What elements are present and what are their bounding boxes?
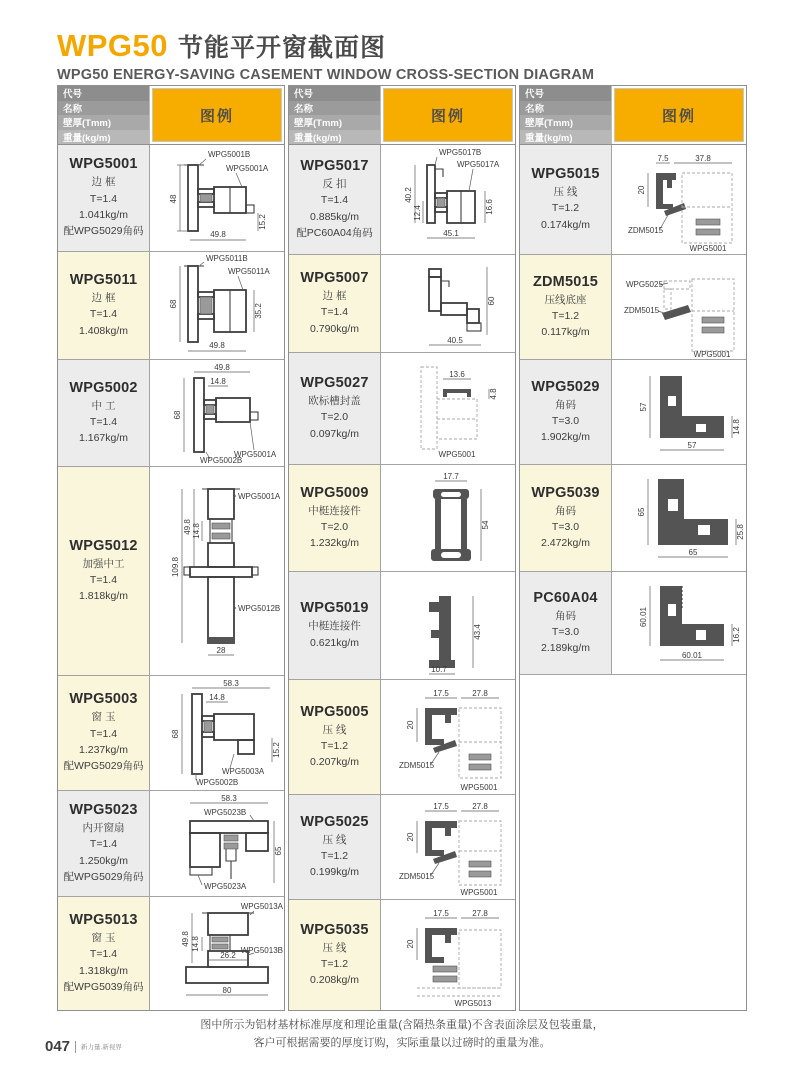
svg-text:26.2: 26.2 [220,951,236,960]
svg-text:40.2: 40.2 [404,187,413,203]
svg-text:49.8: 49.8 [183,519,192,535]
product-name: 压线底座 [544,293,587,306]
row-wpg5011 [58,252,284,360]
product-weight: 0.199kg/m [309,866,360,879]
svg-text:16.6: 16.6 [485,199,494,215]
cross-section-drawing [150,145,284,251]
diagram-wpg5029 [612,360,746,464]
product-name: 压 线 [322,833,347,846]
diagram-wpg5015 [612,145,746,254]
product-note: 配WPG5029角码 [63,870,144,883]
svg-text:WPG5001A: WPG5001A [238,492,281,501]
header-code-label: 代号 [58,86,149,101]
header-thickness-label: 壁厚(Tmm) [520,115,611,130]
svg-text:57: 57 [687,441,697,450]
product-name: 角码 [555,398,576,411]
info-zdm5015 [520,255,612,359]
product-weight: 1.232kg/m [309,537,360,550]
product-code: WPG5003 [69,691,138,708]
product-note: 配PC60A04角码 [296,226,373,239]
column-1 [57,85,285,1011]
cross-section-drawing [612,255,746,359]
svg-text:57: 57 [639,402,648,412]
svg-text:WPG5017A: WPG5017A [457,160,500,169]
row-wpg5015 [520,145,746,255]
svg-text:WPG5001B: WPG5001B [208,150,251,159]
svg-text:17.5: 17.5 [433,909,449,918]
product-name: 压 线 [322,941,347,954]
svg-text:WPG5013B: WPG5013B [240,946,283,955]
series-code: WPG50 [57,28,169,63]
diagram-wpg5013 [150,897,284,1010]
svg-text:45.1: 45.1 [443,229,459,238]
header-name-label: 名称 [289,101,380,116]
page-number: 047 [45,1038,71,1055]
svg-text:14.8: 14.8 [209,693,225,702]
diagram-wpg5009 [381,465,515,571]
row-wpg5001 [58,145,284,252]
product-name: 中梃连接件 [308,504,361,517]
diagram-wpg5003 [150,676,284,790]
svg-text:14.8: 14.8 [191,936,200,952]
svg-text:20: 20 [406,720,415,730]
svg-text:14.8: 14.8 [732,419,741,435]
product-thickness: T=1.2 [320,739,349,752]
column-3-header [520,86,746,145]
footnote-line-1: 图中所示为铝材基材标准厚度和理论重量(含隔热条重量)不含表面涂层及包装重量， [200,1019,604,1031]
info-wpg5009 [289,465,381,571]
product-name: 内开窗扇 [82,821,125,834]
product-weight: 1.408kg/m [78,324,129,337]
svg-text:17.7: 17.7 [443,472,459,481]
cross-section-drawing [150,791,284,896]
cross-section-drawing [150,897,284,1009]
svg-text:10.7: 10.7 [431,665,447,674]
row-wpg5039 [520,465,746,572]
legend-label: 图例 [614,88,744,142]
svg-text:54: 54 [481,520,490,530]
header-thickness-label: 壁厚(Tmm) [58,115,149,130]
footnote [57,1016,747,1052]
header-code-label: 代号 [520,86,611,101]
row-zdm5015 [520,255,746,360]
svg-text:27.8: 27.8 [472,909,488,918]
info-wpg5039 [520,465,612,571]
legend-label: 图例 [383,88,513,142]
page-title: 节能平开窗截面图 [178,34,387,62]
cross-section-drawing [612,572,746,674]
header-weight-label: 重量(kg/m) [58,130,149,145]
product-code: WPG5005 [300,703,369,720]
product-weight: 1.318kg/m [78,964,129,977]
svg-text:37.8: 37.8 [695,154,711,163]
product-thickness: T=1.2 [320,957,349,970]
svg-text:14.8: 14.8 [192,523,201,539]
row-wpg5009 [289,465,515,572]
svg-text:4.8: 4.8 [489,388,498,400]
svg-text:43.4: 43.4 [473,624,482,640]
product-thickness: T=1.4 [89,838,118,851]
svg-text:17.5: 17.5 [433,802,449,811]
row-wpg5017 [289,145,515,255]
cross-section-drawing [612,145,746,254]
diagram-wpg5007 [381,255,515,352]
row-wpg5013 [58,897,284,1010]
product-thickness: T=1.4 [89,415,118,428]
product-weight: 1.041kg/m [78,209,129,221]
product-thickness: T=1.2 [320,849,349,862]
info-wpg5007 [289,255,381,352]
svg-text:68: 68 [173,410,182,420]
diagram-zdm5015 [612,255,746,359]
product-thickness: T=1.4 [89,948,118,961]
product-name: 窗 玉 [91,931,116,944]
diagram-wpg5023 [150,791,284,896]
product-weight: 2.472kg/m [540,537,591,550]
product-thickness: T=2.0 [320,411,349,424]
svg-text:28: 28 [216,646,226,655]
svg-text:14.8: 14.8 [210,377,226,386]
product-name: 中梃连接件 [308,620,361,633]
product-code: WPG5017 [300,157,369,174]
svg-text:WPG5002B: WPG5002B [200,456,243,465]
product-code: WPG5023 [69,801,138,818]
svg-text:58.3: 58.3 [221,794,237,803]
product-code: WPG5011 [69,272,138,289]
product-thickness: T=1.4 [89,727,118,740]
header-thickness-label: 壁厚(Tmm) [289,115,380,130]
product-code: WPG5035 [300,921,369,938]
row-wpg5023 [58,791,284,897]
info-wpg5019 [289,572,381,679]
header-name-label: 名称 [520,101,611,116]
svg-text:17.5: 17.5 [433,689,449,698]
cross-section-drawing [381,572,515,679]
svg-text:16.2: 16.2 [732,627,741,643]
header-legend [150,86,284,144]
svg-text:WPG5001: WPG5001 [689,244,727,253]
cross-section-drawing [381,255,515,352]
info-wpg5005 [289,680,381,794]
page-subtitle: WPG50 ENERGY-SAVING CASEMENT WINDOW CROSS-SECTION DIAGRAM [57,67,595,83]
svg-text:ZDM5015: ZDM5015 [399,872,435,881]
product-code: WPG5012 [69,537,138,554]
column-2 [288,85,516,1011]
product-code: WPG5019 [300,600,369,617]
product-name: 角码 [555,504,576,517]
diagram-wpg5011 [150,252,284,359]
svg-text:68: 68 [171,729,180,739]
svg-text:20: 20 [406,939,415,949]
product-weight: 0.885kg/m [309,210,360,223]
svg-text:49.8: 49.8 [210,230,226,239]
product-name: 压 线 [553,186,578,199]
product-thickness: T=3.0 [551,625,580,638]
svg-text:65: 65 [274,846,283,856]
product-thickness: T=1.2 [551,202,580,215]
svg-text:WPG5013A: WPG5013A [240,902,283,911]
row-wpg5027 [289,353,515,465]
info-wpg5017 [289,145,381,254]
product-thickness: T=1.4 [89,308,118,321]
product-note: 配WPG5039角码 [63,980,144,993]
row-wpg5005 [289,680,515,795]
product-weight: 2.189kg/m [540,642,591,655]
svg-text:WPG5011B: WPG5011B [206,254,248,263]
product-code: WPG5009 [300,484,369,501]
cross-section-drawing [150,360,284,466]
svg-text:WPG5023A: WPG5023A [204,882,247,891]
legend-label: 图例 [152,88,282,142]
cross-section-drawing [150,676,284,790]
diagram-wpg5012 [150,467,284,675]
info-wpg5003 [58,676,150,790]
svg-text:65: 65 [688,548,698,557]
product-weight: 1.237kg/m [78,744,129,756]
info-wpg5001 [58,145,150,251]
svg-text:WPG5001: WPG5001 [693,350,731,359]
svg-text:15.2: 15.2 [272,742,281,758]
row-wpg5019 [289,572,515,680]
page-header [57,28,757,83]
product-code: WPG5002 [69,379,138,396]
svg-text:60.01: 60.01 [639,606,648,628]
product-name: 边 框 [91,176,116,189]
svg-text:40.5: 40.5 [447,336,463,345]
product-name: 边 框 [91,292,116,305]
info-pc60a04 [520,572,612,674]
svg-text:WPG5025: WPG5025 [626,280,663,289]
svg-text:109.8: 109.8 [171,556,180,578]
product-weight: 0.097kg/m [309,427,360,440]
row-wpg5025 [289,795,515,900]
svg-text:WPG5001: WPG5001 [438,450,476,459]
cross-section-drawing [150,467,284,675]
svg-text:WPG5013: WPG5013 [454,999,492,1008]
product-thickness: T=1.2 [551,309,580,322]
svg-text:ZDM5015: ZDM5015 [399,761,435,770]
product-code: WPG5025 [300,813,369,830]
cross-section-drawing [150,252,284,359]
info-wpg5013 [58,897,150,1010]
info-wpg5035 [289,900,381,1010]
row-wpg5012 [58,467,284,676]
product-weight: 1.902kg/m [540,431,591,444]
info-wpg5012 [58,467,150,675]
profile-table [57,85,747,1011]
svg-text:13.6: 13.6 [449,370,465,379]
product-code: WPG5029 [531,378,600,395]
diagram-wpg5019 [381,572,515,679]
svg-text:49.8: 49.8 [209,341,225,350]
svg-text:68: 68 [169,299,178,309]
svg-text:WPG5023B: WPG5023B [204,808,247,817]
cross-section-drawing [381,680,515,794]
product-code: ZDM5015 [532,273,599,290]
product-weight: 0.790kg/m [309,322,360,335]
diagram-wpg5001 [150,145,284,251]
cross-section-drawing [612,360,746,464]
svg-text:WPG5002B: WPG5002B [196,778,239,787]
row-wpg5029 [520,360,746,465]
svg-text:12.4: 12.4 [413,205,422,221]
product-name: 压 线 [322,723,347,736]
diagram-wpg5039 [612,465,746,571]
svg-text:58.3: 58.3 [223,679,239,688]
svg-text:WPG5001A: WPG5001A [226,164,269,173]
product-thickness: T=1.4 [89,192,118,205]
product-name: 反 扣 [322,177,347,190]
product-weight: 1.167kg/m [78,432,129,445]
column-1-header [58,86,284,145]
product-name: 中 工 [91,399,116,412]
svg-text:WPG5011A: WPG5011A [228,267,270,276]
header-weight-label: 重量(kg/m) [289,130,380,145]
product-weight: 0.117kg/m [541,326,590,339]
row-wpg5003 [58,676,284,791]
product-name: 角码 [555,609,576,622]
svg-text:WPG5012B: WPG5012B [238,604,281,613]
product-weight: 1.250kg/m [78,854,129,867]
header-name-label: 名称 [58,101,149,116]
page-number-block [45,1038,122,1055]
product-thickness: T=2.0 [320,520,349,533]
svg-text:60: 60 [487,296,496,306]
header-labels [289,86,381,144]
svg-text:48: 48 [169,194,178,204]
svg-text:49.8: 49.8 [181,931,190,947]
product-note: 配WPG5029角码 [63,225,144,238]
product-weight: 1.818kg/m [78,590,129,603]
product-weight: 0.208kg/m [309,974,360,987]
cross-section-drawing [612,465,746,571]
header-weight-label: 重量(kg/m) [520,130,611,145]
svg-text:WPG5017B: WPG5017B [439,148,482,157]
info-wpg5015 [520,145,612,254]
diagram-pc60a04 [612,572,746,674]
column-3 [519,85,747,1011]
product-code: PC60A04 [533,589,598,606]
svg-text:60.01: 60.01 [681,651,703,660]
empty-cells [520,675,746,1010]
cross-section-drawing [381,465,515,571]
cross-section-drawing [381,900,515,1009]
svg-text:7.5: 7.5 [657,154,669,163]
page-number-divider [75,1041,76,1053]
header-code-label: 代号 [289,86,380,101]
product-thickness: T=1.4 [320,194,349,207]
info-wpg5002 [58,360,150,466]
cross-section-drawing [381,353,515,464]
info-wpg5027 [289,353,381,464]
diagram-wpg5035 [381,900,515,1010]
product-code: WPG5013 [69,911,138,928]
svg-text:15.2: 15.2 [258,214,267,230]
product-thickness: T=1.4 [320,306,349,319]
svg-text:49.8: 49.8 [214,363,230,372]
svg-text:25.8: 25.8 [736,524,745,540]
product-name: 加强中工 [82,557,125,570]
cross-section-drawing [381,795,515,899]
brand-slogan: 新力量.新视界 [81,1044,122,1051]
product-code: WPG5039 [531,484,600,501]
diagram-wpg5027 [381,353,515,464]
header-legend [612,86,746,144]
svg-text:ZDM5015: ZDM5015 [624,306,660,315]
product-thickness: T=3.0 [551,414,580,427]
product-thickness: T=1.4 [89,573,118,586]
product-weight: 0.207kg/m [309,756,360,769]
header-labels [58,86,150,144]
svg-text:ZDM5015: ZDM5015 [628,226,664,235]
product-note: 配WPG5029角码 [63,760,144,773]
footnote-line-2: 客户可根据需要的厚度订购，实际重量以过磅时的重量为准。 [253,1037,551,1050]
row-pc60a04 [520,572,746,675]
product-code: WPG5001 [69,156,138,173]
svg-text:65: 65 [637,507,646,517]
info-wpg5025 [289,795,381,899]
svg-text:20: 20 [406,832,415,842]
svg-text:WPG5001: WPG5001 [460,783,498,792]
svg-text:27.8: 27.8 [472,802,488,811]
svg-text:27.8: 27.8 [472,689,488,698]
product-code: WPG5027 [300,375,369,392]
info-wpg5011 [58,252,150,359]
product-code: WPG5007 [300,270,369,287]
header-legend [381,86,515,144]
svg-text:80: 80 [222,986,232,995]
product-name: 窗 玉 [91,711,116,724]
info-wpg5029 [520,360,612,464]
svg-text:WPG5001: WPG5001 [460,888,498,897]
row-wpg5002 [58,360,284,467]
product-name: 边 框 [322,290,347,303]
diagram-wpg5002 [150,360,284,466]
svg-text:20: 20 [637,185,646,195]
column-2-header [289,86,515,145]
product-weight: 0.621kg/m [309,636,360,649]
product-weight: 0.174kg/m [540,218,591,231]
info-wpg5023 [58,791,150,896]
product-name: 欧标槽封盖 [308,395,361,408]
diagram-wpg5025 [381,795,515,899]
product-code: WPG5015 [531,166,600,183]
svg-text:WPG5001A: WPG5001A [234,450,277,459]
diagram-wpg5005 [381,680,515,794]
svg-text:35.2: 35.2 [254,303,263,319]
row-wpg5035 [289,900,515,1010]
header-labels [520,86,612,144]
cross-section-drawing [381,145,515,254]
svg-text:WPG5003A: WPG5003A [222,767,265,776]
product-thickness: T=3.0 [551,520,580,533]
diagram-wpg5017 [381,145,515,254]
row-wpg5007 [289,255,515,353]
